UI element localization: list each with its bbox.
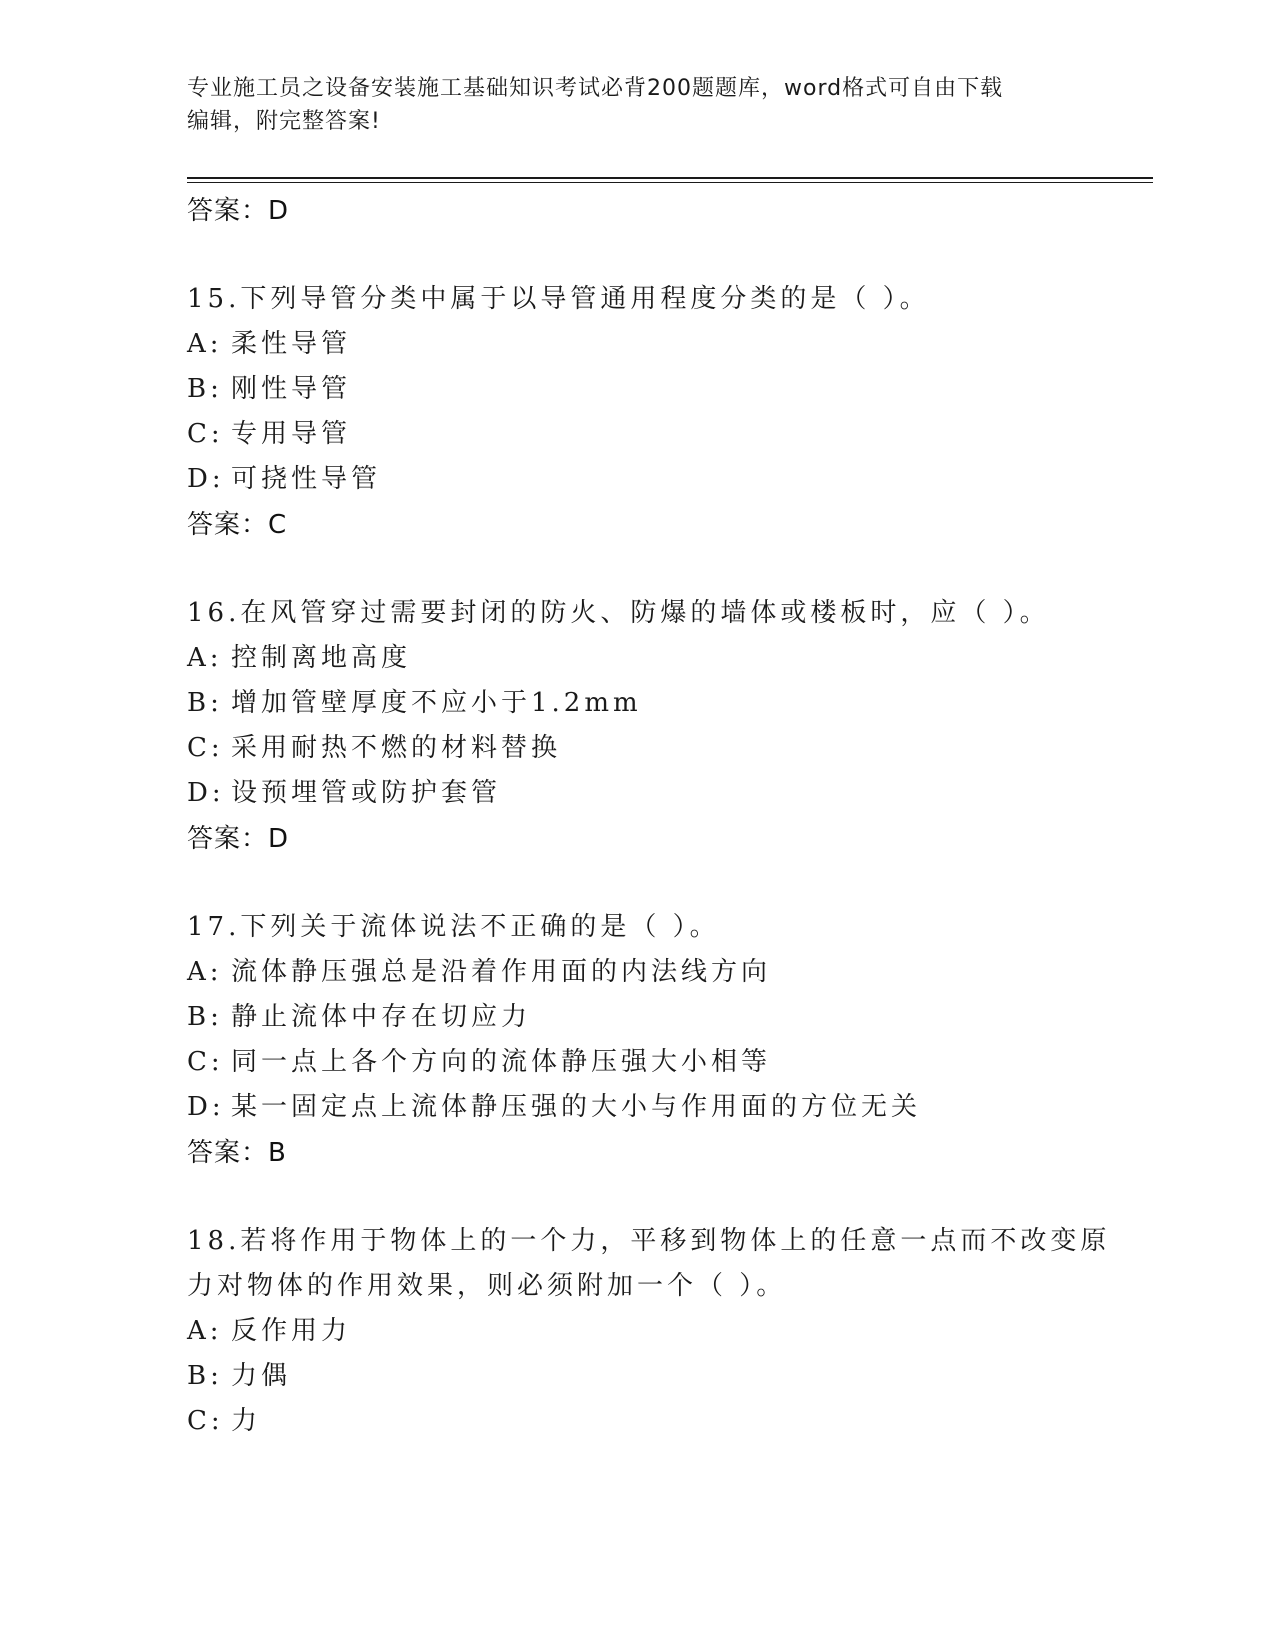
option-b — [187, 995, 1117, 1040]
option-a — [187, 1309, 1117, 1354]
question-15 — [187, 277, 1117, 548]
option-letter: D: — [187, 464, 225, 494]
option-letter: C: — [187, 419, 224, 449]
option-text: 某一固定点上流体静压强的大小与作用面的方位无关 — [231, 1092, 922, 1122]
option-letter: B: — [187, 1002, 223, 1032]
option-letter: B: — [187, 688, 223, 718]
option-text: 可挠性导管 — [231, 464, 382, 494]
question-stem: 17.下列关于流体说法不正确的是（ ）。 — [187, 912, 720, 942]
option-text: 控制离地高度 — [231, 643, 412, 673]
document-header — [187, 72, 1087, 138]
option-b — [187, 367, 1117, 412]
question-stem-line-1: 18.若将作用于物体上的一个力，平移到物体上的任意一点而不改变原 — [187, 1226, 1111, 1256]
option-letter: B: — [187, 374, 223, 404]
option-letter: A: — [187, 957, 223, 987]
option-letter: D: — [187, 1092, 225, 1122]
option-d — [187, 1085, 1117, 1130]
question-list — [187, 188, 1117, 1444]
header-title-line-2: 编辑，附完整答案! — [187, 109, 381, 134]
option-text: 反作用力 — [231, 1316, 352, 1346]
answer-line: 答案：D — [187, 824, 290, 854]
question-17 — [187, 905, 1117, 1176]
question-16 — [187, 591, 1117, 862]
option-a — [187, 950, 1117, 995]
option-text: 同一点上各个方向的流体静压强大小相等 — [231, 1047, 772, 1077]
option-b — [187, 681, 1117, 726]
option-c — [187, 412, 1117, 457]
answer-line: 答案：C — [187, 510, 288, 540]
question-18 — [187, 1219, 1117, 1444]
option-text: 柔性导管 — [231, 329, 352, 359]
option-a — [187, 636, 1117, 681]
header-title-line-1: 专业施工员之设备安装施工基础知识考试必背200题题库，word格式可自由下载 — [187, 76, 1004, 101]
header-divider-thick — [187, 177, 1153, 179]
option-text: 采用耐热不燃的材料替换 — [231, 733, 562, 763]
option-c — [187, 1040, 1117, 1085]
question-stem-line-2: 力对物体的作用效果，则必须附加一个（ ）。 — [187, 1271, 787, 1301]
option-letter: A: — [187, 643, 223, 673]
question-stem: 16.在风管穿过需要封闭的防火、防爆的墙体或楼板时，应（ ）。 — [187, 598, 1050, 628]
option-letter: A: — [187, 1316, 223, 1346]
option-b — [187, 1354, 1117, 1399]
question-stem: 15.下列导管分类中属于以导管通用程度分类的是（ ）。 — [187, 284, 930, 314]
option-text: 力 — [231, 1406, 262, 1436]
option-c — [187, 1399, 1117, 1444]
answer-line: 答案：D — [187, 196, 290, 226]
option-text: 静止流体中存在切应力 — [231, 1002, 532, 1032]
option-letter: A: — [187, 329, 223, 359]
option-text: 专用导管 — [231, 419, 352, 449]
option-text: 流体静压强总是沿着作用面的内法线方向 — [231, 957, 772, 987]
header-divider-thin — [187, 182, 1153, 183]
option-text: 力偶 — [231, 1361, 292, 1391]
option-text: 增加管壁厚度不应小于1.2mm — [231, 688, 642, 718]
option-d — [187, 457, 1117, 502]
option-letter: B: — [187, 1361, 223, 1391]
option-text: 刚性导管 — [231, 374, 352, 404]
option-letter: C: — [187, 1406, 224, 1436]
option-a — [187, 322, 1117, 367]
answer-line: 答案：B — [187, 1138, 287, 1168]
option-c — [187, 726, 1117, 771]
option-text: 设预埋管或防护套管 — [231, 778, 502, 808]
option-letter: C: — [187, 1047, 224, 1077]
option-letter: D: — [187, 778, 225, 808]
option-letter: C: — [187, 733, 224, 763]
option-d — [187, 771, 1117, 816]
